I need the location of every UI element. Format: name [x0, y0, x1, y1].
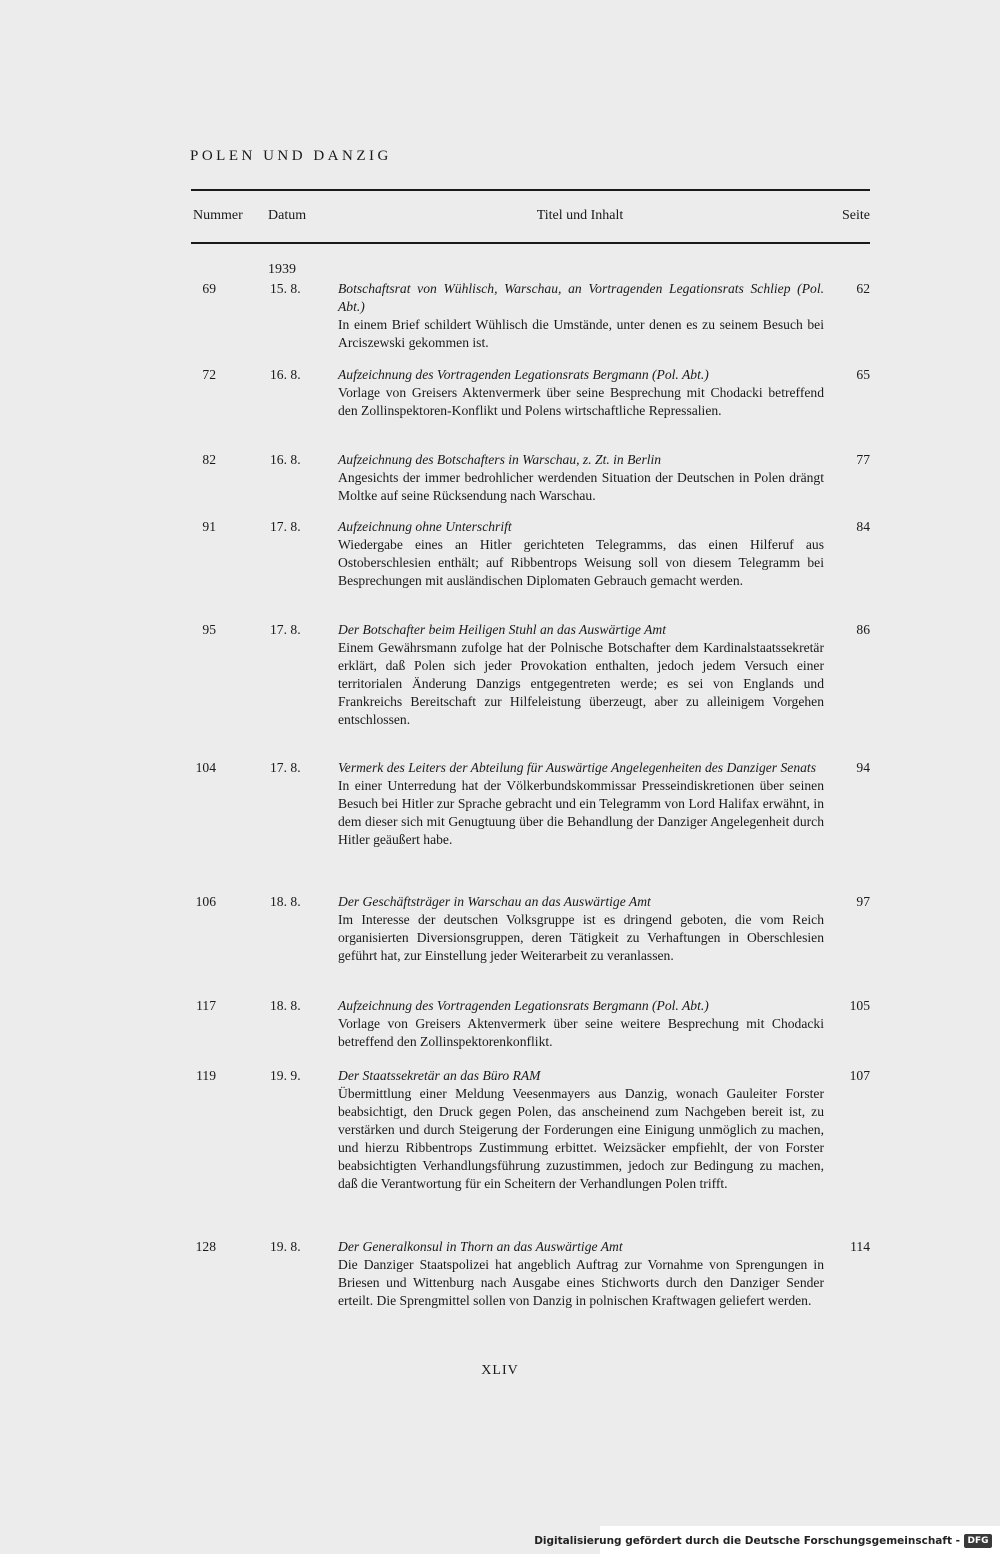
column-header-seite: Seite: [842, 208, 870, 223]
entry-summary: Angesichts der immer bedrohlicher werdenden Situation der Deutschen in Polen drängt Moltke auf seine Rücksendung nach Warschau.: [338, 470, 824, 503]
entry-number: 91: [202, 519, 216, 534]
entry-title: Der Botschafter beim Heiligen Stuhl an das Auswärtige Amt: [338, 622, 666, 637]
entry-body: [338, 366, 824, 420]
entry-date: 16. 8.: [270, 452, 301, 467]
entry-number: 117: [196, 998, 216, 1013]
entry-title: Aufzeichnung des Vortragenden Legationsrats Bergmann (Pol. Abt.): [338, 998, 709, 1013]
entry-page: 62: [856, 281, 870, 296]
entry-page: 105: [849, 998, 870, 1013]
entry-summary: Die Danziger Staatspolizei hat angeblich Auftrag zur Vornahme von Sprengungen in Briesen und Wittenburg nach Ausgabe eines Stichworts durch den Danziger Sender erteilt. Die Sprengmittel sollen von Danzig in polnischen Kraftwagen geliefert werden.: [338, 1257, 824, 1308]
footer-bar: [534, 1526, 1000, 1554]
entry-title: Aufzeichnung des Vortragenden Legationsrats Bergmann (Pol. Abt.): [338, 367, 709, 382]
entry-body: [338, 1238, 824, 1310]
entry-page: 114: [850, 1239, 870, 1254]
section-title: POLEN UND DANZIG: [190, 148, 392, 164]
entry-body: [338, 621, 824, 729]
entry-number: 106: [195, 894, 216, 909]
entry-summary: In einem Brief schildert Wühlisch die Umstände, unter denen es zu seinem Besuch bei Arciszewski gekommen ist.: [338, 317, 824, 350]
entry-summary: In einer Unterredung hat der Völkerbundskommissar Presseindiskretionen über seinen Besuch bei Hitler zur Sprache gebracht und ein Telegramm von Lord Halifax erwähnt, in dem dieser sich mit Genugtuung über die Behandlung der Danziger Angelegenheit durch Hitler geäußert habe.: [338, 778, 824, 847]
entry-title: Der Generalkonsul in Thorn an das Auswärtige Amt: [338, 1239, 623, 1254]
entry-date: 17. 8.: [270, 622, 301, 637]
entry-date: 18. 8.: [270, 894, 301, 909]
entry-title: Der Staatssekretär an das Büro RAM: [338, 1068, 541, 1083]
header-rule-top: [191, 189, 870, 191]
entry-page: 86: [856, 622, 870, 637]
entry-body: [338, 518, 824, 590]
entry-summary: Im Interesse der deutschen Volksgruppe ist es dringend geboten, die vom Reich organisierten Diversionsgruppen, deren Tätigkeit zu Verhaftungen in Oberschlesien geführt hat, zur Einstellung jeder Weiterarbeit zu veranlassen.: [338, 912, 824, 963]
entry-page: 65: [856, 367, 870, 382]
entry-page: 77: [856, 452, 870, 467]
year-label: 1939: [268, 262, 296, 277]
entry-body: [338, 893, 824, 965]
entry-date: 17. 8.: [270, 760, 301, 775]
funding-notice: Digitalisierung gefördert durch die Deutsche Forschungsgemeinschaft -: [534, 1535, 960, 1547]
entry-body: [338, 280, 824, 352]
column-header-datum: Datum: [268, 208, 307, 223]
entry-title: Aufzeichnung des Botschafters in Warschau, z. Zt. in Berlin: [338, 452, 662, 467]
page-number: XLIV: [481, 1363, 519, 1378]
entry-page: 84: [856, 519, 870, 534]
entry-title: Aufzeichnung ohne Unterschrift: [338, 519, 512, 534]
entry-summary: Einem Gewährsmann zufolge hat der Polnische Botschafter dem Kardinalstaatssekretär erklärt, daß Polen sich jeder Provokation enthalten, jedoch jedem Versuch einer territorialen Änderung Danzigs entgegentreten werde; es sei von Englands und Frankreichs Bereitschaft zur Hilfeleistung überzeugt, aber zu alleinigem Vorgehen entschlossen.: [338, 640, 824, 727]
entry-number: 128: [195, 1239, 216, 1254]
entry-page: 97: [856, 894, 870, 909]
entry-body: [338, 451, 824, 505]
dfg-logo-icon: DFG: [964, 1534, 992, 1548]
header-rule-bottom: [191, 242, 870, 244]
entry-number: 95: [202, 622, 216, 637]
entry-body: [338, 759, 824, 849]
column-header-titel: Titel und Inhalt: [536, 208, 624, 223]
entry-date: 18. 8.: [270, 998, 301, 1013]
entry-date: 15. 8.: [270, 281, 301, 296]
entry-title: Vermerk des Leiters der Abteilung für Auswärtige Angelegenheiten des Danziger Senats: [338, 760, 816, 775]
entry-number: 69: [202, 281, 216, 296]
entry-date: 17. 8.: [270, 519, 301, 534]
entry-page: 94: [856, 760, 870, 775]
entry-number: 104: [195, 760, 216, 775]
column-header-nummer: Nummer: [193, 208, 243, 223]
entry-summary: Vorlage von Greisers Aktenvermerk über seine weitere Besprechung mit Chodacki betreffend den Zollinspektorenkonflikt.: [338, 1016, 824, 1049]
entry-body: [338, 997, 824, 1051]
entry-number: 82: [202, 452, 216, 467]
entry-number: 72: [202, 367, 216, 382]
entry-title: Botschaftsrat von Wühlisch, Warschau, an Vortragenden Legationsrats Schliep (Pol. Abt.): [338, 281, 824, 314]
entry-date: 19. 9.: [270, 1068, 301, 1083]
entry-body: [338, 1067, 824, 1193]
entry-date: 16. 8.: [270, 367, 301, 382]
entry-page: 107: [849, 1068, 870, 1083]
entry-summary: Übermittlung einer Meldung Veesenmayers aus Danzig, wonach Gauleiter Forster beabsichtigt, den Druck gegen Polen, das anscheinend zum Nachgeben bereit ist, zu verstärken und durch Steigerung der Forderungen eine Einigung unmöglich zu machen, und hierzu Ribbentrops Zustimmung erbittet. Weizsäcker empfiehlt, der von Forster beabsichtigten Verhandlungsführung zuzustimmen, jedoch zur Bedingung zu machen, daß die Verantwortung für ein Scheitern der Verhandlungen Polen trifft.: [338, 1086, 824, 1191]
entry-summary: Wiedergabe eines an Hitler gerichteten Telegramms, das einen Hilferuf aus Ostoberschlesien enthält; auf Ribbentrops Weisung soll von diesem Telegramm bei Besprechungen mit ausländischen Diplomaten Gebrauch gemacht werden.: [338, 537, 824, 588]
entry-date: 19. 8.: [270, 1239, 301, 1254]
entry-number: 119: [196, 1068, 216, 1083]
entry-summary: Vorlage von Greisers Aktenvermerk über seine Besprechung mit Chodacki betreffend den Zollinspektoren-Konflikt und Polens wirtschaftliche Repressalien.: [338, 385, 824, 418]
entry-title: Der Geschäftsträger in Warschau an das Auswärtige Amt: [338, 894, 651, 909]
